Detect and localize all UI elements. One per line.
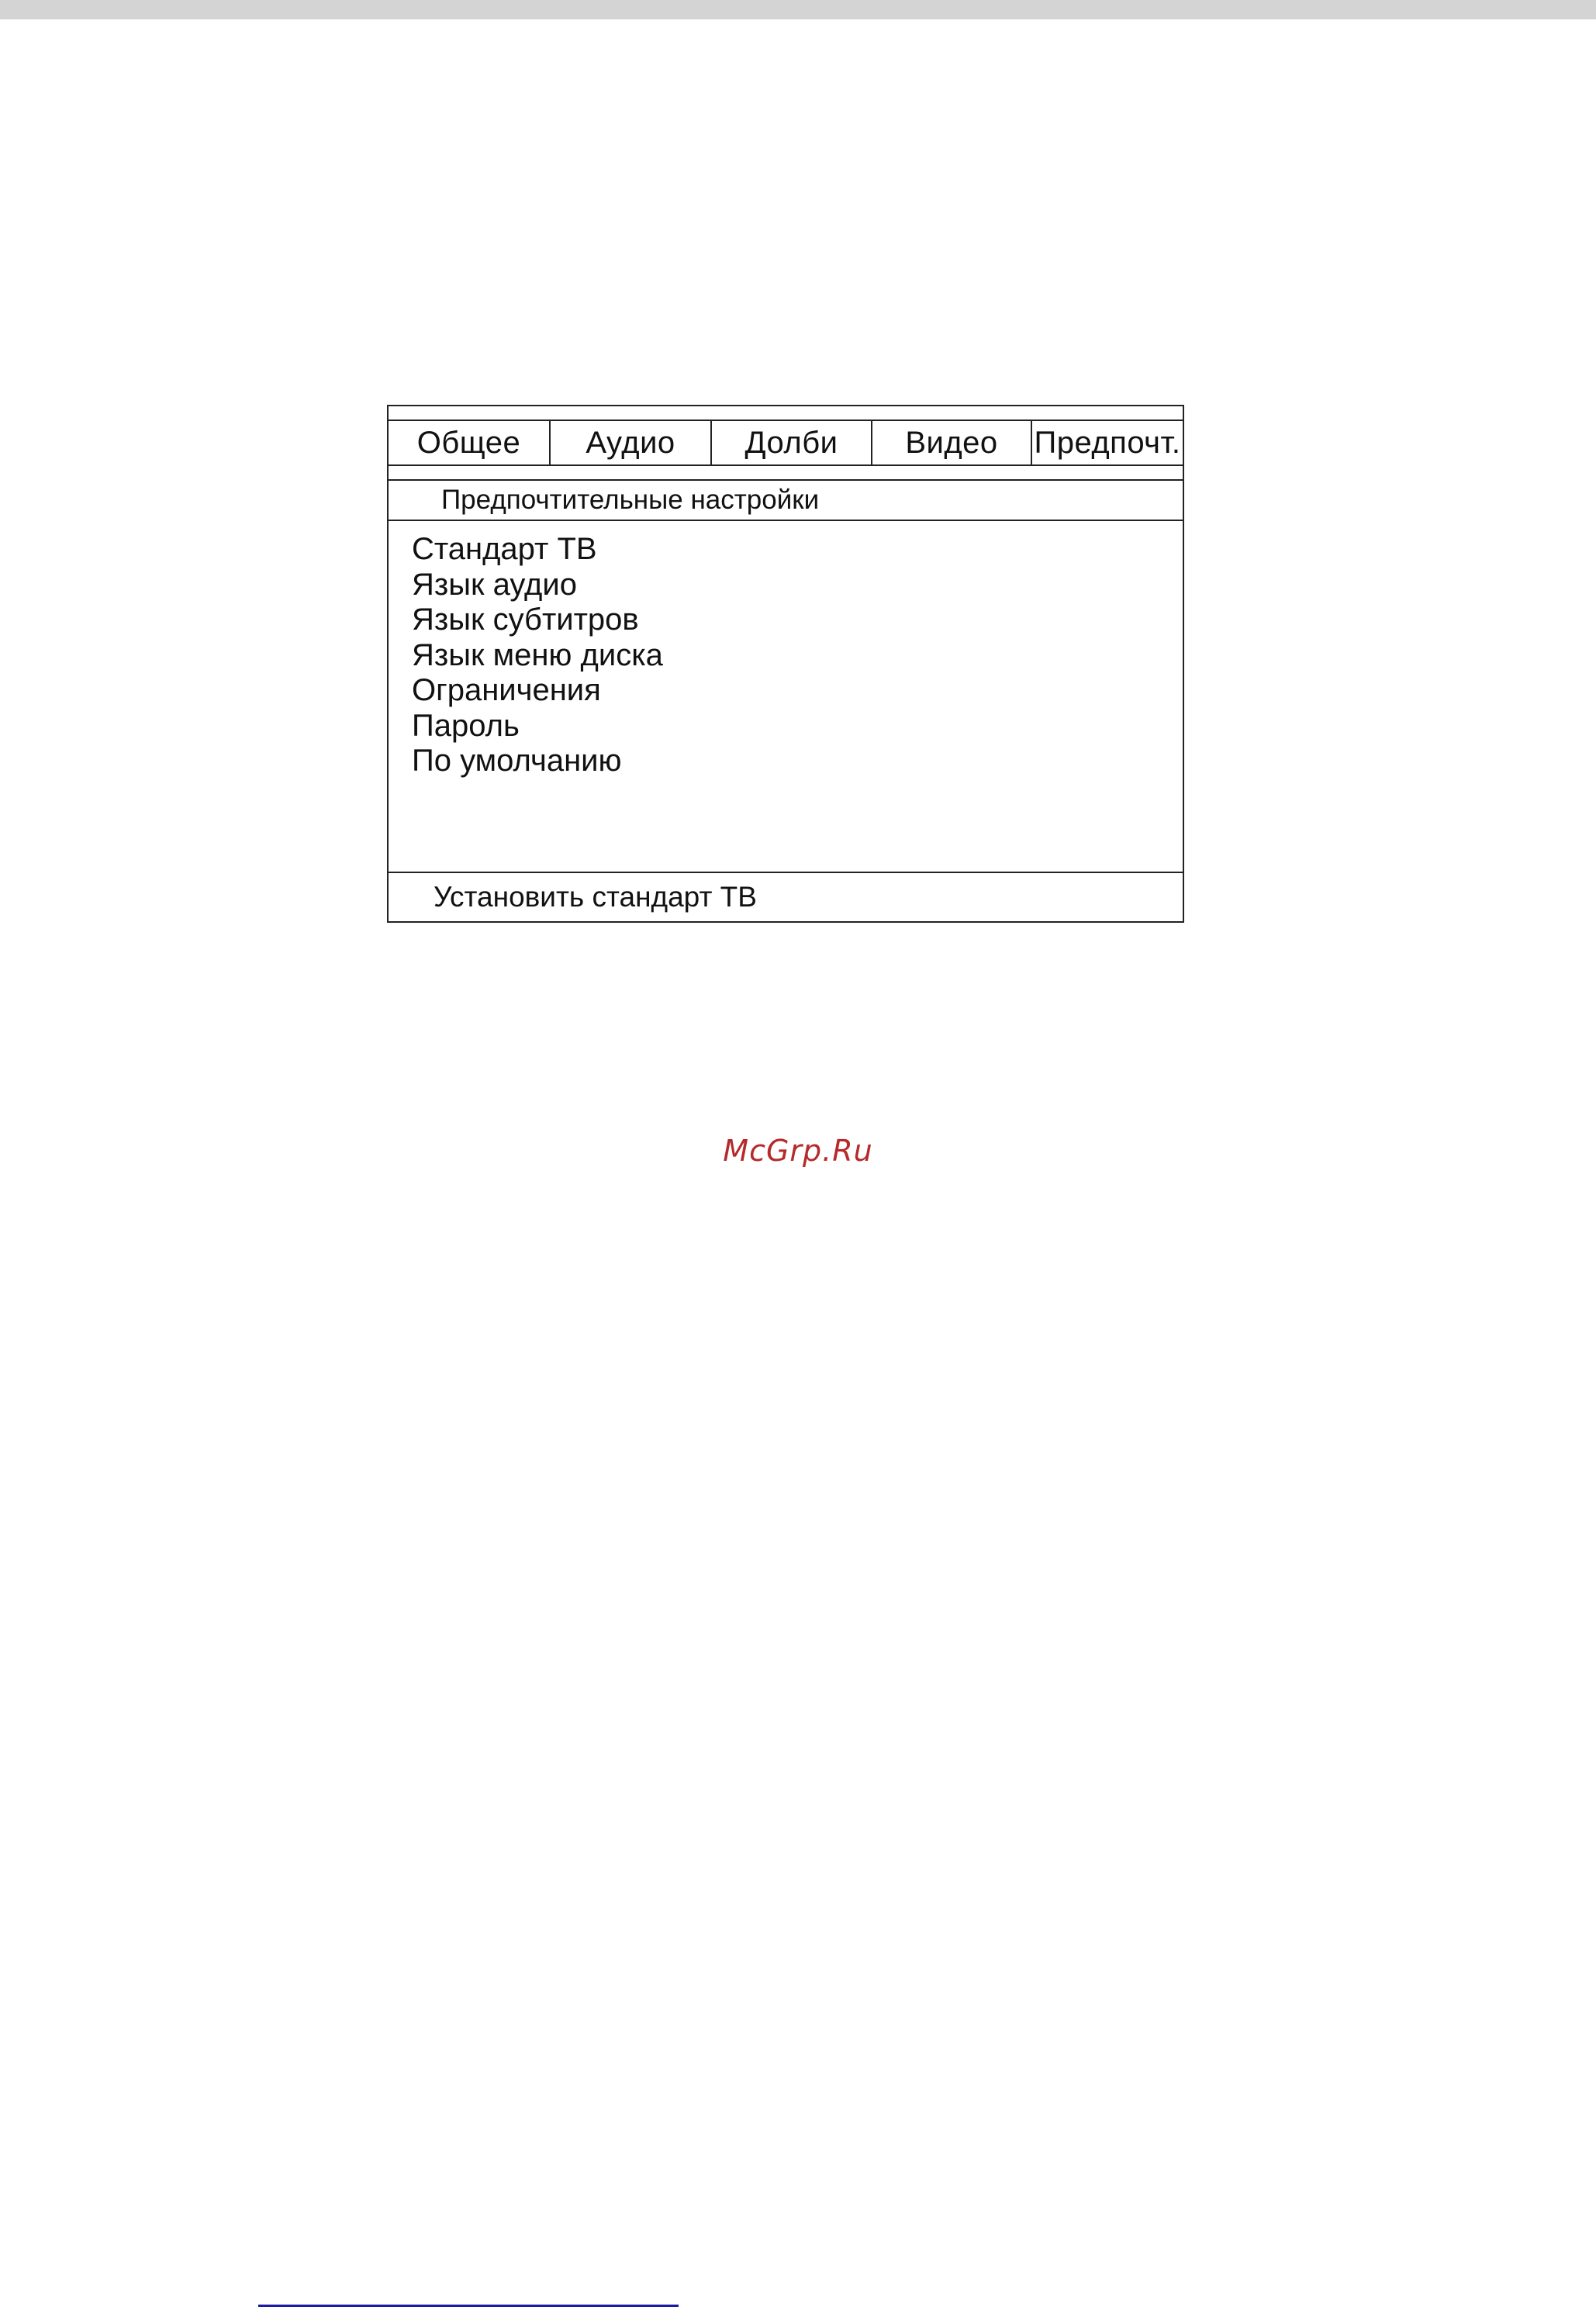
section-title: Предпочтительные настройки: [389, 479, 1183, 521]
page-top-bar: [0, 0, 1596, 19]
tab-general[interactable]: Общее: [389, 421, 551, 464]
tab-dolby[interactable]: Долби: [712, 421, 872, 464]
dvd-setup-menu: [387, 405, 1184, 923]
tab-video[interactable]: Видео: [872, 421, 1032, 464]
tabs-row: [389, 420, 1183, 466]
tab-audio[interactable]: Аудио: [551, 421, 712, 464]
menu-item-password[interactable]: Пароль: [412, 708, 520, 743]
settings-list: [412, 532, 663, 779]
watermark-text: McGrp.Ru: [723, 1134, 873, 1168]
status-hint: Установить стандарт ТВ: [389, 872, 1183, 921]
tab-preferences[interactable]: Предпочт.: [1034, 425, 1181, 460]
menu-item-tv-standard[interactable]: Стандарт ТВ: [412, 532, 597, 566]
menu-item-disc-menu-language[interactable]: Язык меню диска: [412, 637, 663, 672]
menu-item-default[interactable]: По умолчанию: [412, 744, 622, 778]
footer-link-underline[interactable]: [258, 2305, 679, 2307]
menu-item-subtitle-language[interactable]: Язык субтитров: [412, 603, 639, 637]
menu-item-parental-control[interactable]: Ограничения: [412, 673, 601, 707]
menu-item-audio-language[interactable]: Язык аудио: [412, 567, 577, 602]
